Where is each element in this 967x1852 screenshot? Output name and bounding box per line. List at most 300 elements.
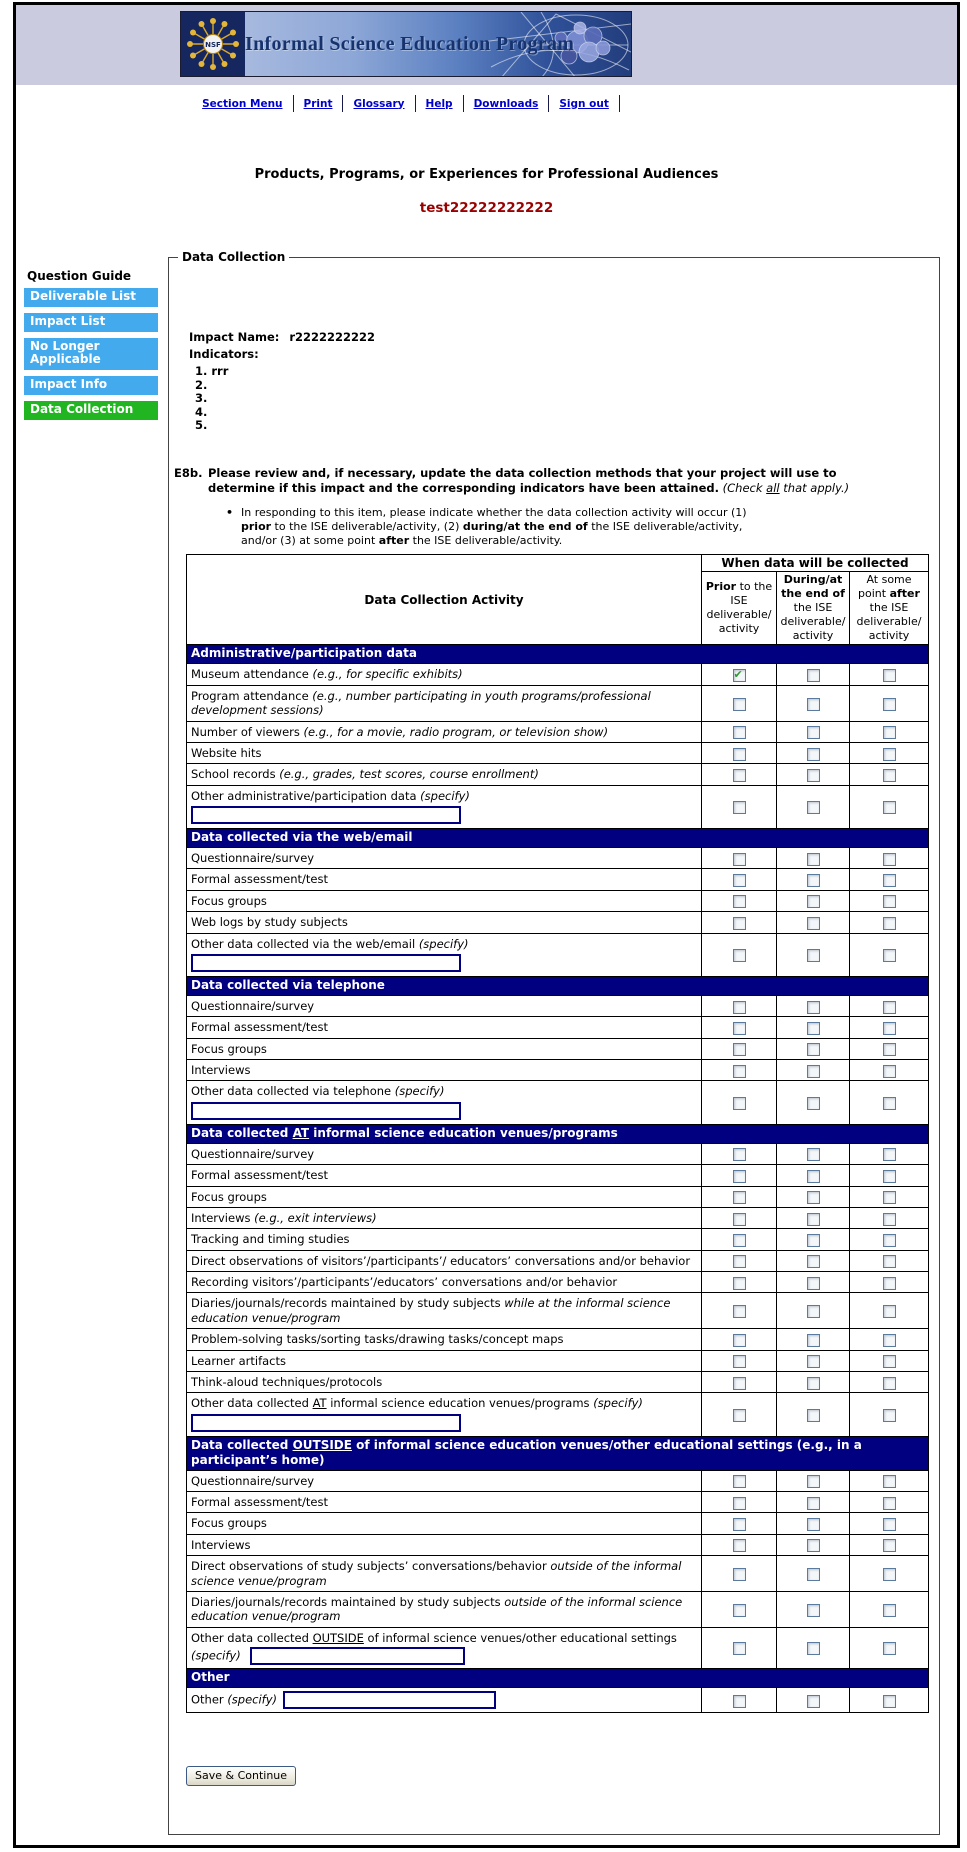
checkbox-after[interactable] xyxy=(883,1255,896,1268)
checkbox-prior[interactable] xyxy=(733,1497,746,1510)
activity-label: Direct observations of study subjects’ conversations/behavior outside of the informal science venue/program xyxy=(187,1556,702,1592)
checkbox-after[interactable] xyxy=(883,1065,896,1078)
check-cell-during xyxy=(777,1688,850,1713)
checkbox-after[interactable] xyxy=(883,1191,896,1204)
check-cell-prior xyxy=(702,742,777,763)
section-header-row xyxy=(187,1669,929,1688)
checkbox-prior[interactable] xyxy=(733,698,746,711)
check-cell-after xyxy=(850,1329,929,1350)
checkbox-during[interactable] xyxy=(807,853,820,866)
activity-row xyxy=(187,1470,929,1491)
check-cell-during xyxy=(777,1060,850,1081)
check-cell-after xyxy=(850,1393,929,1436)
checkbox-during[interactable] xyxy=(807,1539,820,1552)
activity-row xyxy=(187,1186,929,1207)
check-cell-after xyxy=(850,1229,929,1250)
nav-separator xyxy=(548,95,549,112)
check-cell-after xyxy=(850,1627,929,1668)
indicator-item: 4. xyxy=(195,404,208,419)
check-cell-after xyxy=(850,721,929,742)
checkbox-prior[interactable] xyxy=(733,1234,746,1247)
check-cell-after xyxy=(850,1038,929,1059)
check-cell-prior xyxy=(702,848,777,869)
section-header-row xyxy=(187,645,929,664)
check-cell-after xyxy=(850,890,929,911)
check-cell-after xyxy=(850,1143,929,1164)
check-cell-during xyxy=(777,1534,850,1555)
checkbox-prior[interactable] xyxy=(733,748,746,761)
sidebar-item-data-collection[interactable]: Data Collection xyxy=(24,401,158,420)
checkbox-prior[interactable] xyxy=(733,1170,746,1183)
nav-link-print[interactable]: Print xyxy=(303,97,333,110)
checkbox-during[interactable] xyxy=(807,1695,820,1708)
checkbox-after[interactable] xyxy=(883,1497,896,1510)
checkbox-during[interactable] xyxy=(807,1568,820,1581)
indicator-item: 5. xyxy=(195,418,208,432)
checkbox-after[interactable] xyxy=(883,1001,896,1014)
save-continue-button[interactable]: Save & Continue xyxy=(186,1766,296,1786)
activity-row xyxy=(187,664,929,685)
check-cell-during xyxy=(777,1272,850,1293)
nav-separator xyxy=(463,95,464,112)
specify-input[interactable] xyxy=(191,954,461,972)
checkbox-after[interactable] xyxy=(883,1097,896,1110)
checkbox-during[interactable] xyxy=(807,1604,820,1617)
page-title: Products, Programs, or Experiences for Professional Audiences xyxy=(254,167,719,182)
checkbox-prior[interactable] xyxy=(733,1377,746,1390)
check-cell-prior xyxy=(702,912,777,933)
checkbox-prior[interactable] xyxy=(733,1148,746,1161)
check-cell-prior xyxy=(702,1350,777,1371)
activity-column-header: Data Collection Activity xyxy=(187,555,702,645)
checkbox-during[interactable] xyxy=(807,748,820,761)
checkbox-after[interactable] xyxy=(883,1604,896,1617)
section-title: Data collected via the web/email xyxy=(187,829,929,848)
activity-row xyxy=(187,1329,929,1350)
checkbox-during[interactable] xyxy=(807,1148,820,1161)
activity-row xyxy=(187,1293,929,1329)
activity-row xyxy=(187,869,929,890)
check-cell-during xyxy=(777,912,850,933)
activity-row xyxy=(187,1060,929,1081)
check-cell-during xyxy=(777,1143,850,1164)
checkbox-after[interactable] xyxy=(883,949,896,962)
checkbox-prior[interactable] xyxy=(733,801,746,814)
activity-row xyxy=(187,764,929,785)
check-cell-prior xyxy=(702,1470,777,1491)
checkbox-after[interactable] xyxy=(883,1568,896,1581)
checkbox-after[interactable] xyxy=(883,1475,896,1488)
program-banner xyxy=(180,11,632,77)
nav-link-section-menu[interactable]: Section Menu xyxy=(202,97,283,110)
section-title: Data collected AT informal science education venues/programs xyxy=(187,1124,929,1143)
section-title: Data collected via telephone xyxy=(187,976,929,995)
checkbox-after[interactable] xyxy=(883,1213,896,1226)
checkbox-during[interactable] xyxy=(807,1305,820,1318)
checkbox-prior[interactable] xyxy=(733,1097,746,1110)
checkbox-during[interactable] xyxy=(807,1355,820,1368)
banner-title: Informal Science Education Program xyxy=(245,32,575,55)
nav-link-glossary[interactable]: Glossary xyxy=(353,97,405,110)
sidebar-item-impact-info[interactable]: Impact Info xyxy=(24,376,158,395)
activity-label: School records (e.g., grades, test scores, course enrollment) xyxy=(187,764,702,785)
checkbox-prior[interactable] xyxy=(733,1213,746,1226)
checkbox-prior[interactable] xyxy=(733,1305,746,1318)
checkbox-prior[interactable] xyxy=(733,1255,746,1268)
check-cell-prior xyxy=(702,785,777,828)
checkbox-after[interactable] xyxy=(883,1305,896,1318)
check-cell-prior xyxy=(702,1060,777,1081)
checkbox-after[interactable] xyxy=(883,1277,896,1290)
check-cell-after xyxy=(850,1272,929,1293)
checkbox-after[interactable] xyxy=(883,917,896,930)
activity-row xyxy=(187,1371,929,1392)
check-cell-during xyxy=(777,890,850,911)
check-cell-prior xyxy=(702,1165,777,1186)
activity-label: Diaries/journals/records maintained by study subjects while at the informal science education venue/program xyxy=(187,1293,702,1329)
activity-row xyxy=(187,1492,929,1513)
check-cell-after xyxy=(850,1207,929,1228)
checkbox-prior[interactable] xyxy=(733,1475,746,1488)
checkbox-during[interactable] xyxy=(807,1642,820,1655)
checkbox-prior[interactable] xyxy=(733,895,746,908)
check-cell-after xyxy=(850,1492,929,1513)
checkbox-during[interactable] xyxy=(807,1043,820,1056)
checkbox-after[interactable] xyxy=(883,1022,896,1035)
activity-row xyxy=(187,1017,929,1038)
svg-text:NSF: NSF xyxy=(205,41,221,49)
checkbox-prior[interactable] xyxy=(733,1334,746,1347)
checkbox-prior[interactable] xyxy=(733,669,746,682)
activity-row xyxy=(187,1688,929,1713)
check-cell-after xyxy=(850,1081,929,1124)
checkbox-prior[interactable] xyxy=(733,1642,746,1655)
check-cell-during xyxy=(777,1017,850,1038)
checkbox-during[interactable] xyxy=(807,874,820,887)
checkbox-prior[interactable] xyxy=(733,769,746,782)
activity-row xyxy=(187,1556,929,1592)
checkbox-during[interactable] xyxy=(807,1191,820,1204)
nav-link-help[interactable]: Help xyxy=(425,97,453,110)
checkbox-prior[interactable] xyxy=(733,1518,746,1531)
check-cell-after xyxy=(850,1060,929,1081)
checkbox-after[interactable] xyxy=(883,1409,896,1422)
checkbox-after[interactable] xyxy=(883,1539,896,1552)
activity-label: Web logs by study subjects xyxy=(187,912,702,933)
check-cell-during xyxy=(777,742,850,763)
during-column-header: During/at the end of the ISE deliverable/ activity xyxy=(777,572,850,645)
checkbox-prior[interactable] xyxy=(733,1065,746,1078)
checkbox-after[interactable] xyxy=(883,1334,896,1347)
impact-name-line xyxy=(189,330,375,344)
checkbox-prior[interactable] xyxy=(733,1539,746,1552)
sidebar-items xyxy=(24,288,158,420)
when-collected-header: When data will be collected xyxy=(702,555,929,572)
check-cell-after xyxy=(850,933,929,976)
check-cell-prior xyxy=(702,890,777,911)
section-title: Data collected OUTSIDE of informal science education venues/other educational settings (e.g., in a participant’s home) xyxy=(187,1436,929,1470)
check-cell-after xyxy=(850,995,929,1016)
check-cell-prior xyxy=(702,995,777,1016)
activity-row xyxy=(187,1229,929,1250)
activity-label: Interviews (e.g., exit interviews) xyxy=(187,1207,702,1228)
check-cell-during xyxy=(777,685,850,721)
section-header-row xyxy=(187,976,929,995)
check-cell-during xyxy=(777,1492,850,1513)
checkbox-after[interactable] xyxy=(883,1148,896,1161)
check-cell-after xyxy=(850,869,929,890)
check-cell-after xyxy=(850,912,929,933)
checkbox-during[interactable] xyxy=(807,1497,820,1510)
activity-row xyxy=(187,1081,929,1124)
nav-link-sign-out[interactable]: Sign out xyxy=(559,97,609,110)
checkbox-during[interactable] xyxy=(807,1065,820,1078)
nav-separator xyxy=(415,95,416,112)
check-cell-after xyxy=(850,685,929,721)
check-cell-after xyxy=(850,848,929,869)
check-cell-prior xyxy=(702,721,777,742)
activity-label: Questionnaire/survey xyxy=(187,848,702,869)
checkbox-after[interactable] xyxy=(883,726,896,739)
check-cell-during xyxy=(777,1556,850,1592)
checkbox-after[interactable] xyxy=(883,1377,896,1390)
checkbox-during[interactable] xyxy=(807,769,820,782)
checkbox-after[interactable] xyxy=(883,1642,896,1655)
checkbox-prior[interactable] xyxy=(733,874,746,887)
question-text: Please review and, if necessary, update the data collection methods that your project will use to determine if this impact and the corresponding indicators have been attained. (Check all that apply.) xyxy=(208,466,850,495)
check-cell-prior xyxy=(702,1229,777,1250)
checkbox-after[interactable] xyxy=(883,1695,896,1708)
prior-column-header: Prior to the ISE deliverable/ activity xyxy=(702,572,777,645)
checkbox-after[interactable] xyxy=(883,669,896,682)
check-cell-prior xyxy=(702,1186,777,1207)
check-cell-after xyxy=(850,1534,929,1555)
activity-label: Focus groups xyxy=(187,1513,702,1534)
specify-input[interactable] xyxy=(283,1691,496,1709)
check-cell-prior xyxy=(702,664,777,685)
check-cell-prior xyxy=(702,1513,777,1534)
checkbox-after[interactable] xyxy=(883,874,896,887)
checkbox-after[interactable] xyxy=(883,895,896,908)
check-cell-prior xyxy=(702,1329,777,1350)
checkbox-prior[interactable] xyxy=(733,1604,746,1617)
checkbox-after[interactable] xyxy=(883,698,896,711)
check-cell-prior xyxy=(702,764,777,785)
activity-row xyxy=(187,848,929,869)
checkbox-during[interactable] xyxy=(807,917,820,930)
question-e8b xyxy=(174,466,868,496)
activity-row xyxy=(187,1143,929,1164)
project-name-text: test22222222222 xyxy=(419,200,554,216)
checkbox-after[interactable] xyxy=(883,1518,896,1531)
indicator-item: 1. rrr xyxy=(195,364,229,378)
checkbox-prior[interactable] xyxy=(733,1355,746,1368)
checkbox-prior[interactable] xyxy=(733,1568,746,1581)
checkbox-prior[interactable] xyxy=(733,917,746,930)
checkbox-after[interactable] xyxy=(883,801,896,814)
check-cell-during xyxy=(777,1591,850,1627)
checkbox-prior[interactable] xyxy=(733,1409,746,1422)
checkbox-after[interactable] xyxy=(883,1043,896,1056)
checkbox-after[interactable] xyxy=(883,1170,896,1183)
checkbox-during[interactable] xyxy=(807,669,820,682)
activity-row xyxy=(187,742,929,763)
checkbox-after[interactable] xyxy=(883,1355,896,1368)
indicator-item: 2. xyxy=(195,377,208,392)
table-body xyxy=(187,645,929,1713)
activity-label: Focus groups xyxy=(187,1186,702,1207)
check-cell-during xyxy=(777,995,850,1016)
check-cell-prior xyxy=(702,685,777,721)
specify-input[interactable] xyxy=(191,1102,461,1120)
check-cell-after xyxy=(850,1250,929,1271)
nav-link-downloads[interactable]: Downloads xyxy=(473,97,539,110)
specify-input[interactable] xyxy=(250,1647,465,1665)
activity-label: Recording visitors’/participants’/educators’ conversations and/or behavior xyxy=(187,1272,702,1293)
checkbox-during[interactable] xyxy=(807,801,820,814)
check-cell-during xyxy=(777,1038,850,1059)
nav-separator xyxy=(619,95,620,112)
check-cell-prior xyxy=(702,1272,777,1293)
activity-row xyxy=(187,1513,929,1534)
checkbox-prior[interactable] xyxy=(733,1001,746,1014)
sidebar-item-impact-list[interactable]: Impact List xyxy=(24,313,158,332)
check-cell-prior xyxy=(702,1393,777,1436)
checkbox-prior[interactable] xyxy=(733,1191,746,1204)
activity-row xyxy=(187,933,929,976)
nav-separator xyxy=(342,95,343,112)
activity-label: Other data collected OUTSIDE of informal science venues/other educational settings (specify) xyxy=(187,1627,702,1668)
activity-label: Other data collected via the web/email (specify) xyxy=(187,933,702,976)
activity-label: Other data collected via telephone (specify) xyxy=(187,1081,702,1124)
checkbox-after[interactable] xyxy=(883,853,896,866)
activity-label: Formal assessment/test xyxy=(187,1165,702,1186)
check-cell-after xyxy=(850,1371,929,1392)
bullet-icon: • xyxy=(226,506,234,519)
check-cell-prior xyxy=(702,1250,777,1271)
checkbox-during[interactable] xyxy=(807,1022,820,1035)
check-cell-prior xyxy=(702,1081,777,1124)
check-cell-during xyxy=(777,1165,850,1186)
checkbox-during[interactable] xyxy=(807,698,820,711)
activity-label: Problem-solving tasks/sorting tasks/drawing tasks/concept maps xyxy=(187,1329,702,1350)
check-cell-prior xyxy=(702,1017,777,1038)
check-cell-after xyxy=(850,1293,929,1329)
checkbox-during[interactable] xyxy=(807,949,820,962)
check-cell-prior xyxy=(702,1038,777,1059)
check-cell-after xyxy=(850,1513,929,1534)
specify-input[interactable] xyxy=(191,1414,461,1432)
checkbox-during[interactable] xyxy=(807,1334,820,1347)
checkbox-prior[interactable] xyxy=(733,1043,746,1056)
check-cell-prior xyxy=(702,1207,777,1228)
check-cell-prior xyxy=(702,869,777,890)
activity-row xyxy=(187,1272,929,1293)
nav-bar xyxy=(180,95,632,112)
activity-label: Interviews xyxy=(187,1060,702,1081)
activity-label: Museum attendance (e.g., for specific exhibits) xyxy=(187,664,702,685)
check-cell-during xyxy=(777,785,850,828)
check-cell-during xyxy=(777,664,850,685)
checkbox-during[interactable] xyxy=(807,1409,820,1422)
check-cell-during xyxy=(777,1293,850,1329)
checkbox-during[interactable] xyxy=(807,1255,820,1268)
indicator-item: 3. xyxy=(195,391,208,405)
checkbox-prior[interactable] xyxy=(733,1277,746,1290)
nav-separator xyxy=(293,95,294,112)
check-cell-after xyxy=(850,1017,929,1038)
check-cell-during xyxy=(777,1470,850,1491)
check-cell-during xyxy=(777,1329,850,1350)
checkbox-during[interactable] xyxy=(807,895,820,908)
checkbox-during[interactable] xyxy=(807,726,820,739)
check-cell-prior xyxy=(702,1293,777,1329)
checkbox-during[interactable] xyxy=(807,1277,820,1290)
question-bullet xyxy=(226,506,761,548)
check-cell-during xyxy=(777,1627,850,1668)
checkbox-after[interactable] xyxy=(883,1234,896,1247)
check-cell-during xyxy=(777,1371,850,1392)
checkbox-during[interactable] xyxy=(807,1475,820,1488)
checkbox-after[interactable] xyxy=(883,748,896,761)
sidebar-item-no-longer-applicable[interactable]: No Longer Applicable xyxy=(24,338,158,371)
checkbox-prior[interactable] xyxy=(733,1022,746,1035)
check-cell-prior xyxy=(702,1591,777,1627)
checkbox-during[interactable] xyxy=(807,1097,820,1110)
checkbox-prior[interactable] xyxy=(733,726,746,739)
activity-label: Questionnaire/survey xyxy=(187,1470,702,1491)
check-cell-prior xyxy=(702,1534,777,1555)
activity-label: Program attendance (e.g., number participating in youth programs/professional development sessions) xyxy=(187,685,702,721)
check-cell-during xyxy=(777,869,850,890)
activity-label: Formal assessment/test xyxy=(187,869,702,890)
activity-label: Other (specify) xyxy=(187,1688,702,1713)
checkbox-after[interactable] xyxy=(883,769,896,782)
sidebar-item-deliverable-list[interactable]: Deliverable List xyxy=(24,288,158,307)
check-cell-after xyxy=(850,1186,929,1207)
checkbox-during[interactable] xyxy=(807,1001,820,1014)
checkbox-prior[interactable] xyxy=(733,949,746,962)
check-cell-prior xyxy=(702,1627,777,1668)
checkbox-prior[interactable] xyxy=(733,853,746,866)
checkbox-during[interactable] xyxy=(807,1377,820,1390)
checkbox-during[interactable] xyxy=(807,1234,820,1247)
checkbox-during[interactable] xyxy=(807,1518,820,1531)
check-cell-prior xyxy=(702,1492,777,1513)
indicator-list xyxy=(195,365,228,433)
activity-row xyxy=(187,1534,929,1555)
check-cell-prior xyxy=(702,1556,777,1592)
activity-label: Learner artifacts xyxy=(187,1350,702,1371)
checkbox-prior[interactable] xyxy=(733,1695,746,1708)
bullet-text: In responding to this item, please indicate whether the data collection activity will occur (1) prior to the ISE deliverable/activity, (2) during/at the end of the ISE deliverable/activity, and/or (3) at some point after the ISE deliverable/activity. xyxy=(241,506,747,548)
checkbox-during[interactable] xyxy=(807,1213,820,1226)
section-header-row xyxy=(187,1436,929,1470)
indicators-label: Indicators: xyxy=(189,347,259,361)
activity-label: Focus groups xyxy=(187,890,702,911)
checkbox-during[interactable] xyxy=(807,1170,820,1183)
check-cell-during xyxy=(777,764,850,785)
activity-row xyxy=(187,1350,929,1371)
check-cell-during xyxy=(777,1250,850,1271)
check-cell-during xyxy=(777,848,850,869)
specify-input[interactable] xyxy=(191,806,461,824)
check-cell-during xyxy=(777,933,850,976)
check-cell-prior xyxy=(702,933,777,976)
activity-label: Questionnaire/survey xyxy=(187,1143,702,1164)
activity-label: Direct observations of visitors’/participants’/ educators’ conversations and/or behavior xyxy=(187,1250,702,1271)
check-cell-during xyxy=(777,1186,850,1207)
